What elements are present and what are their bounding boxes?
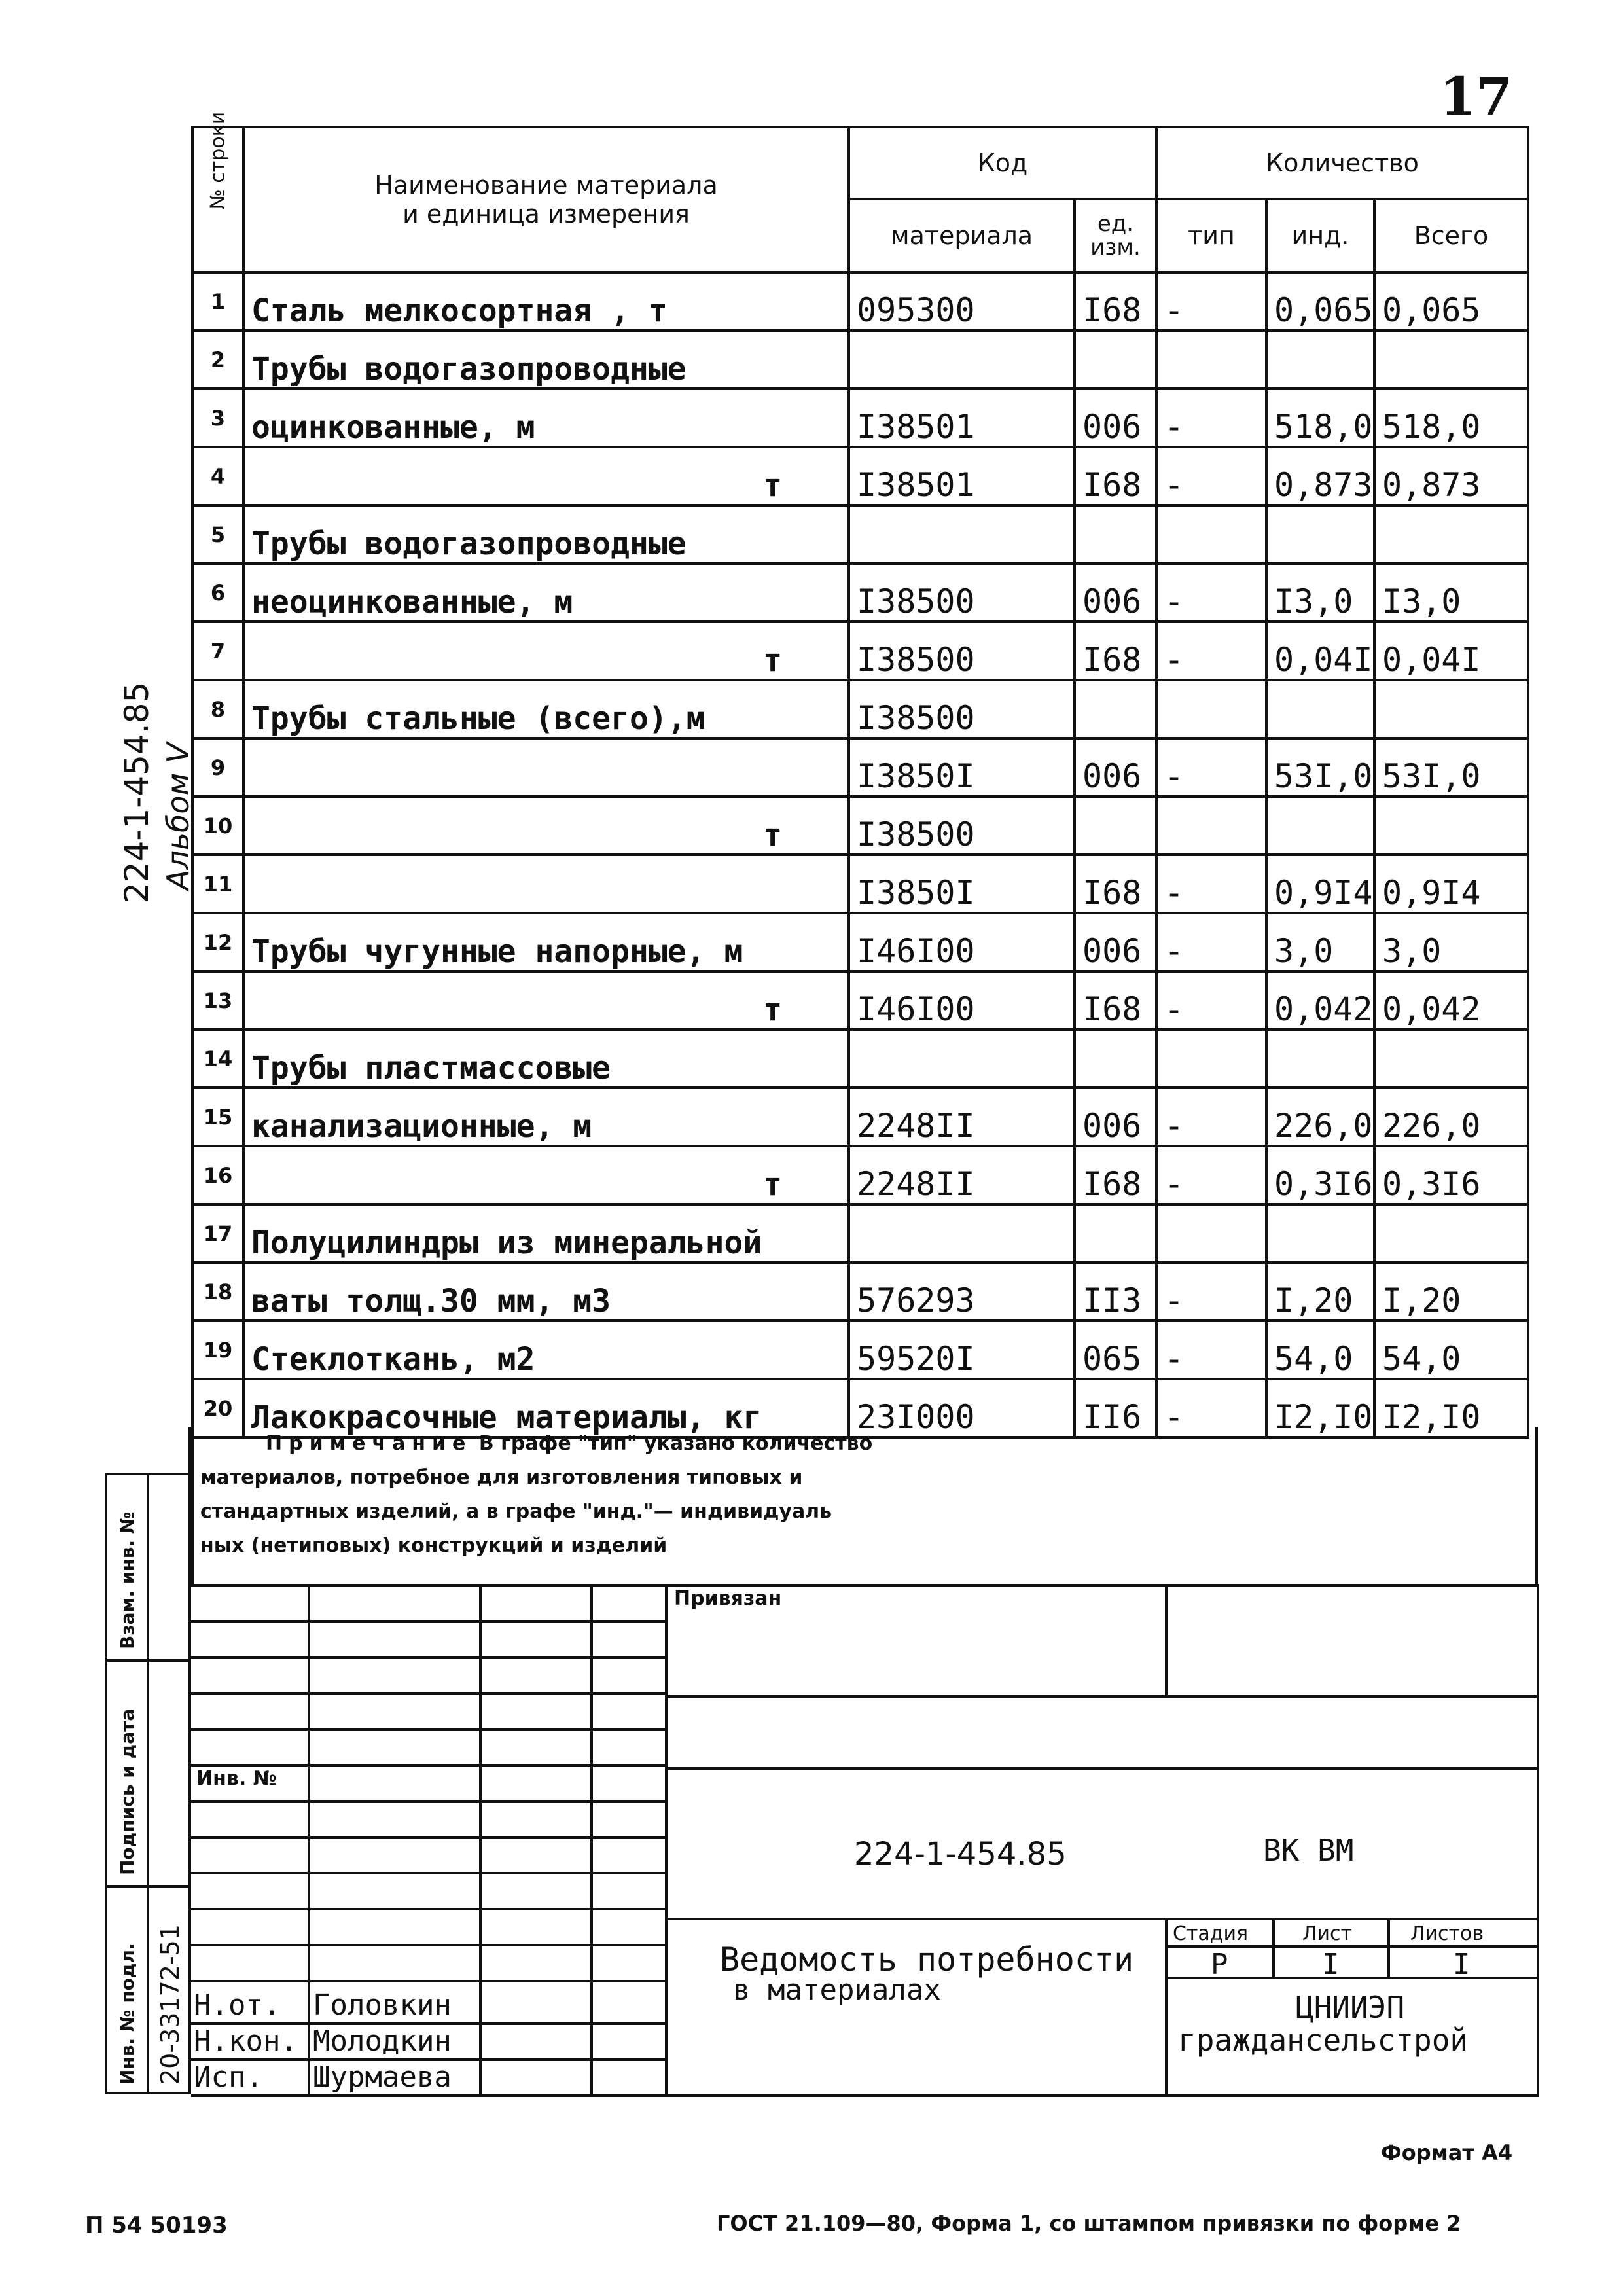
row-number-header: № строки (192, 127, 243, 272)
qty-type: - (1156, 1321, 1266, 1379)
material-name: оцинкованные, м (243, 389, 849, 447)
name-header: Наименование материала и единица измерения (243, 127, 849, 272)
material-name: ваты толщ.30 мм, м3 (243, 1263, 849, 1321)
material-code: I3850I (849, 855, 1075, 913)
qty-type: - (1156, 622, 1266, 680)
material-name: т (243, 971, 849, 1030)
code-unit-header: ед. изм. (1075, 199, 1156, 272)
material-code (849, 505, 1075, 564)
material-name: Трубы водогазопроводные (243, 331, 849, 389)
signer-name: Молодкин (313, 2024, 452, 2058)
stage-label: Стадия (1173, 1922, 1249, 1945)
qty-ind: I,20 (1266, 1263, 1374, 1321)
unit-code: I68 (1075, 1146, 1156, 1204)
sheet-value: I (1322, 1948, 1340, 1981)
qty-type: - (1156, 1088, 1266, 1146)
material-code: I38500 (849, 564, 1075, 622)
row-number: 2 (192, 331, 243, 389)
table-row (192, 1088, 1528, 1146)
qty-total: 0,04I (1374, 622, 1528, 680)
qty-total: I3,0 (1374, 564, 1528, 622)
qty-ind: I3,0 (1266, 564, 1374, 622)
row-number: 14 (192, 1030, 243, 1088)
unit-code: 065 (1075, 1321, 1156, 1379)
inv-no-label: Инв. № (196, 1767, 277, 1790)
material-name: т (243, 447, 849, 505)
doc-title-1: Ведомость потребности (720, 1941, 1134, 1979)
qty-type (1156, 505, 1266, 564)
material-name: т (243, 1146, 849, 1204)
note-line-2: материалов, потребное для изготовления типовых и (200, 1466, 803, 1489)
qty-ind: 0,065 (1266, 272, 1374, 331)
row-number: 10 (192, 797, 243, 855)
unit-code: 006 (1075, 913, 1156, 971)
row-number: 4 (192, 447, 243, 505)
album-code: 224-1-454.85 (118, 681, 156, 903)
material-name: Трубы чугунные напорные, м (243, 913, 849, 971)
material-code: 59520I (849, 1321, 1075, 1379)
table-row (192, 913, 1528, 971)
row-number: 11 (192, 855, 243, 913)
unit-code: I68 (1075, 622, 1156, 680)
qty-total: 226,0 (1374, 1088, 1528, 1146)
qty-total (1374, 505, 1528, 564)
unit-code: I68 (1075, 447, 1156, 505)
table-row (192, 1204, 1528, 1263)
material-name (243, 738, 849, 797)
qty-type: - (1156, 1263, 1266, 1321)
code-header: Код (849, 127, 1156, 199)
footer-format: Формат А4 (1381, 2140, 1513, 2165)
quantity-header: Количество (1156, 127, 1528, 199)
qty-ind: 54,0 (1266, 1321, 1374, 1379)
material-name: неоцинкованные, м (243, 564, 849, 622)
material-code: 576293 (849, 1263, 1075, 1321)
title-block (105, 1473, 1538, 2127)
unit-code (1075, 505, 1156, 564)
qty-total: I,20 (1374, 1263, 1528, 1321)
unit-code (1075, 1030, 1156, 1088)
material-name: Сталь мелкосортная , т (243, 272, 849, 331)
unit-code: 006 (1075, 738, 1156, 797)
signer-name: Головкин (313, 1988, 452, 2022)
qty-ind: 53I,0 (1266, 738, 1374, 797)
qty-total: 3,0 (1374, 913, 1528, 971)
qty-ind (1266, 680, 1374, 738)
note-line-4: ных (нетиповых) конструкций и изделий (200, 1534, 668, 1557)
qty-type-header: тип (1156, 199, 1266, 272)
qty-total: 0,3I6 (1374, 1146, 1528, 1204)
material-name: Трубы стальные (всего),м (243, 680, 849, 738)
table-row (192, 564, 1528, 622)
unit-code: I68 (1075, 971, 1156, 1030)
table-row (192, 1146, 1528, 1204)
qty-total: 0,042 (1374, 971, 1528, 1030)
material-name: т (243, 622, 849, 680)
privyazan-label: Привязан (674, 1587, 782, 1610)
footer-gost: ГОСТ 21.109—80, Форма 1, со штампом привязки по форме 2 (717, 2211, 1461, 2236)
qty-total (1374, 1030, 1528, 1088)
qty-total (1374, 1204, 1528, 1263)
row-number: 7 (192, 622, 243, 680)
qty-type: - (1156, 1146, 1266, 1204)
material-code: I38500 (849, 797, 1075, 855)
material-name: Стеклоткань, м2 (243, 1321, 849, 1379)
material-code: 095300 (849, 272, 1075, 331)
row-number: 5 (192, 505, 243, 564)
material-code: I46I00 (849, 913, 1075, 971)
signer-role: Н.от. (194, 1988, 281, 2022)
qty-total: 0,065 (1374, 272, 1528, 331)
table-row (192, 447, 1528, 505)
row-number: 1 (192, 272, 243, 331)
qty-total: 518,0 (1374, 389, 1528, 447)
material-name: Трубы водогазопроводные (243, 505, 849, 564)
qty-ind (1266, 1030, 1374, 1088)
table-row (192, 1321, 1528, 1379)
table-row (192, 331, 1528, 389)
row-number: 17 (192, 1204, 243, 1263)
qty-ind (1266, 1204, 1374, 1263)
material-code: 2248II (849, 1146, 1075, 1204)
qty-type: - (1156, 913, 1266, 971)
qty-type (1156, 680, 1266, 738)
qty-type: - (1156, 272, 1266, 331)
table-row (192, 797, 1528, 855)
qty-type: - (1156, 855, 1266, 913)
unit-code: II6 (1075, 1379, 1156, 1437)
org-line-1: ЦНИИЭП (1296, 1990, 1405, 2025)
note-title: Примечание (266, 1432, 473, 1455)
table-row (192, 1030, 1528, 1088)
table-row (192, 505, 1528, 564)
qty-ind (1266, 505, 1374, 564)
table-row (192, 855, 1528, 913)
material-code (849, 331, 1075, 389)
qty-total: 0,873 (1374, 447, 1528, 505)
qty-ind: 0,873 (1266, 447, 1374, 505)
qty-total (1374, 331, 1528, 389)
qty-ind (1266, 797, 1374, 855)
qty-total-header: Всего (1374, 199, 1528, 272)
material-name: Трубы пластмассовые (243, 1030, 849, 1088)
qty-ind: 226,0 (1266, 1088, 1374, 1146)
qty-type: - (1156, 971, 1266, 1030)
qty-total (1374, 680, 1528, 738)
album-number: Альбом V (160, 742, 196, 890)
material-name: Полуцилиндры из минеральной (243, 1204, 849, 1263)
unit-code (1075, 331, 1156, 389)
qty-ind: 0,9I4 (1266, 855, 1374, 913)
code-material-header: материала (849, 199, 1075, 272)
qty-ind-header: инд. (1266, 199, 1374, 272)
qty-type (1156, 1204, 1266, 1263)
table-row (192, 622, 1528, 680)
sheet-label: Лист (1302, 1922, 1353, 1945)
album-label (98, 537, 196, 903)
unit-code (1075, 680, 1156, 738)
row-number: 3 (192, 389, 243, 447)
row-number: 12 (192, 913, 243, 971)
table-row (192, 1263, 1528, 1321)
material-name: т (243, 797, 849, 855)
qty-ind: 0,042 (1266, 971, 1374, 1030)
qty-total: 53I,0 (1374, 738, 1528, 797)
sheets-label: Листов (1410, 1922, 1484, 1945)
qty-ind: I2,I0 (1266, 1379, 1374, 1437)
table-row (192, 272, 1528, 331)
inv-podl-label: Инв. № подл. (116, 1943, 138, 2085)
material-code: I38500 (849, 622, 1075, 680)
qty-type: - (1156, 389, 1266, 447)
row-number: 8 (192, 680, 243, 738)
unit-code: I68 (1075, 855, 1156, 913)
material-code: 23I000 (849, 1379, 1075, 1437)
qty-type: - (1156, 447, 1266, 505)
signer-role: Н.кон. (194, 2024, 298, 2058)
material-code: I38501 (849, 447, 1075, 505)
sheets-value: I (1453, 1948, 1471, 1981)
row-number: 18 (192, 1263, 243, 1321)
qty-ind: 0,3I6 (1266, 1146, 1374, 1204)
material-code: I3850I (849, 738, 1075, 797)
unit-code: 006 (1075, 1088, 1156, 1146)
row-number: 20 (192, 1379, 243, 1437)
unit-code: 006 (1075, 389, 1156, 447)
material-code: I38500 (849, 680, 1075, 738)
material-name: канализационные, м (243, 1088, 849, 1146)
material-code: 2248II (849, 1088, 1075, 1146)
qty-total: I2,I0 (1374, 1379, 1528, 1437)
qty-ind: 3,0 (1266, 913, 1374, 971)
row-number: 19 (192, 1321, 243, 1379)
signer-name: Шурмаева (313, 2060, 452, 2094)
unit-code (1075, 797, 1156, 855)
material-name: Лакокрасочные материалы, кг (243, 1379, 849, 1437)
stage-value: Р (1211, 1948, 1228, 1981)
page-number: 17 (1440, 65, 1513, 127)
row-number: 9 (192, 738, 243, 797)
table-row (192, 971, 1528, 1030)
signer-role: Исп. (194, 2060, 263, 2094)
row-number: 15 (192, 1088, 243, 1146)
material-code: I38501 (849, 389, 1075, 447)
vzam-inv-label: Взам. инв. № (116, 1511, 138, 1649)
footer-left: П 54 50193 (85, 2212, 228, 2238)
materials-table (191, 111, 1529, 1439)
org-line-2: граждансельстрой (1178, 2022, 1469, 2058)
qty-type: - (1156, 738, 1266, 797)
note-line-3: стандартных изделий, а в графе "инд."— индивидуаль (200, 1500, 832, 1523)
qty-type (1156, 1030, 1266, 1088)
qty-total: 54,0 (1374, 1321, 1528, 1379)
doc-mark: ВК ВМ (1263, 1833, 1354, 1868)
row-number: 13 (192, 971, 243, 1030)
qty-ind: 518,0 (1266, 389, 1374, 447)
table-row (192, 738, 1528, 797)
material-code (849, 1204, 1075, 1263)
table-row (192, 680, 1528, 738)
qty-type (1156, 331, 1266, 389)
unit-code: II3 (1075, 1263, 1156, 1321)
unit-code: I68 (1075, 272, 1156, 331)
qty-type: - (1156, 1379, 1266, 1437)
podpis-label: Подпись и дата (116, 1708, 138, 1875)
row-number: 6 (192, 564, 243, 622)
unit-code (1075, 1204, 1156, 1263)
qty-type: - (1156, 564, 1266, 622)
doc-title-2: в материалах (733, 1973, 941, 2007)
qty-type (1156, 797, 1266, 855)
table-row (192, 389, 1528, 447)
row-number: 16 (192, 1146, 243, 1204)
note-line-1: В графе "тип" указано количество (478, 1432, 873, 1455)
qty-total (1374, 797, 1528, 855)
material-name (243, 855, 849, 913)
qty-ind (1266, 331, 1374, 389)
doc-code: 224-1-454.85 (854, 1836, 1067, 1873)
material-code (849, 1030, 1075, 1088)
material-code: I46I00 (849, 971, 1075, 1030)
inv-podl-value: 20-33172-51 (156, 1924, 185, 2085)
unit-code: 006 (1075, 564, 1156, 622)
qty-ind: 0,04I (1266, 622, 1374, 680)
qty-total: 0,9I4 (1374, 855, 1528, 913)
